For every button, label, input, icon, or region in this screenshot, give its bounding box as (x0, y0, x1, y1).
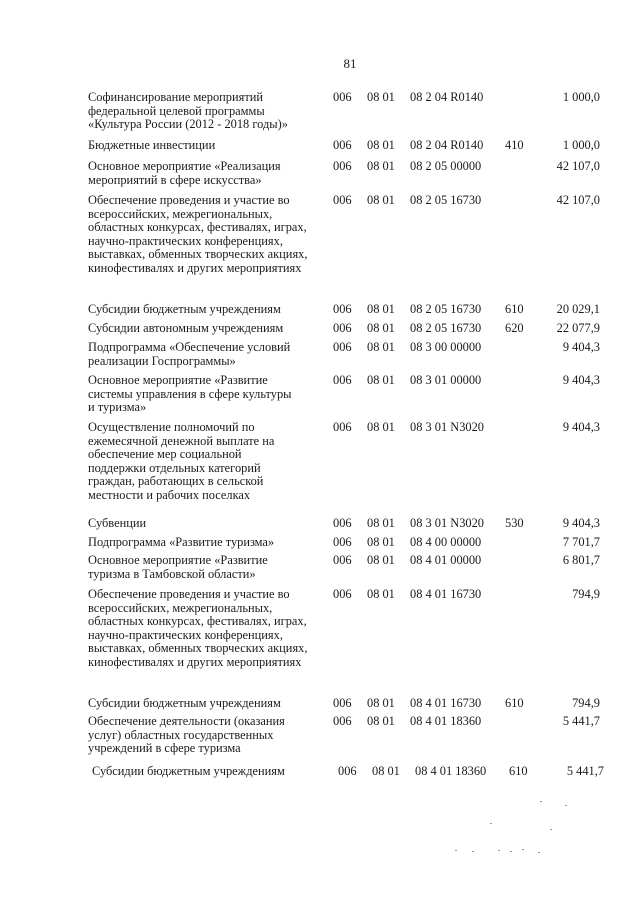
row-name: Бюджетные инвестиции (88, 138, 216, 152)
page-number: 81 (343, 56, 357, 71)
row-name: Субсидии автономным учреждениям (88, 321, 284, 335)
row-csr: 08 2 05 16730 (410, 193, 482, 207)
row-ved: 006 (333, 420, 352, 434)
row-csr: 08 2 05 00000 (410, 159, 482, 173)
row-csr: 08 3 00 00000 (410, 340, 482, 354)
row-name: Субсидии бюджетным учреждениям (88, 302, 281, 316)
row-csr: 08 2 04 R0140 (410, 138, 484, 152)
row-sum: 5 441,7 (566, 764, 604, 778)
row-csr: 08 4 00 00000 (410, 535, 482, 549)
row-name: Обеспечение деятельности (оказания услуг) областных государственных учреждений в сфере туризма (88, 714, 285, 756)
scan-specks (450, 795, 590, 865)
row-rz: 08 01 (367, 138, 395, 152)
row-rz: 08 01 (367, 420, 395, 434)
row-csr: 08 3 01 N3020 (410, 516, 484, 530)
row-csr: 08 3 01 N3020 (410, 420, 484, 434)
row-name: Основное мероприятие «Развитие туризма в Тамбовской области» (88, 553, 268, 581)
row-name: Субсидии бюджетным учреждениям (88, 696, 281, 710)
row-name: Софинансирование мероприятий федеральной целевой программы «Культура России (2012 - 2018 годы)» (88, 90, 288, 132)
row-csr: 08 4 01 18360 (415, 764, 487, 778)
row-rz: 08 01 (372, 764, 400, 778)
row-name: Обеспечение проведения и участие во всероссийских, межрегиональных, областных конкурсах, фестивалях, играх, научно-практических конференциях, выставках, обменных творческих акциях, кинофестивалях и других мероприятиях (88, 587, 308, 669)
row-sum: 1 000,0 (562, 90, 600, 104)
row-rz: 08 01 (367, 696, 395, 710)
row-ved: 006 (333, 302, 352, 316)
row-ved: 006 (333, 193, 352, 207)
row-ved: 006 (333, 553, 352, 567)
row-ved: 006 (333, 696, 352, 710)
row-name: Основное мероприятие «Реализация мероприятий в сфере искусства» (88, 159, 281, 187)
row-csr: 08 2 04 R0140 (410, 90, 484, 104)
row-rz: 08 01 (367, 714, 395, 728)
row-sum: 1 000,0 (562, 138, 600, 152)
row-ved: 006 (333, 714, 352, 728)
row-csr: 08 3 01 00000 (410, 373, 482, 387)
row-vr: 610 (509, 764, 528, 778)
row-vr: 610 (505, 302, 524, 316)
row-rz: 08 01 (367, 340, 395, 354)
row-ved: 006 (333, 90, 352, 104)
row-ved: 006 (333, 373, 352, 387)
row-ved: 006 (333, 516, 352, 530)
row-name: Осуществление полномочий по ежемесячной денежной выплате на обеспечение мер социальной поддержки отдельных категорий граждан, работающих в сельской местности и рабочих поселках (88, 420, 275, 502)
row-name: Субвенции (88, 516, 147, 530)
row-sum: 42 107,0 (556, 159, 600, 173)
row-rz: 08 01 (367, 587, 395, 601)
row-rz: 08 01 (367, 321, 395, 335)
row-csr: 08 2 05 16730 (410, 321, 482, 335)
row-name: Обеспечение проведения и участие во всероссийских, межрегиональных, областных конкурсах, фестивалях, играх, научно-практических конференциях, выставках, обменных творческих акциях, кинофестивалях и других мероприятиях (88, 193, 308, 275)
row-vr: 410 (505, 138, 524, 152)
row-rz: 08 01 (367, 535, 395, 549)
row-rz: 08 01 (367, 90, 395, 104)
row-ved: 006 (338, 764, 357, 778)
row-name: Подпрограмма «Обеспечение условий реализации Госпрограммы» (88, 340, 291, 368)
row-sum: 9 404,3 (562, 373, 600, 387)
row-sum: 42 107,0 (556, 193, 600, 207)
row-sum: 7 701,7 (562, 535, 600, 549)
row-ved: 006 (333, 321, 352, 335)
row-csr: 08 4 01 16730 (410, 696, 482, 710)
row-sum: 794,9 (572, 587, 600, 601)
row-rz: 08 01 (367, 516, 395, 530)
row-csr: 08 2 05 16730 (410, 302, 482, 316)
row-sum: 22 077,9 (556, 321, 600, 335)
row-vr: 610 (505, 696, 524, 710)
row-ved: 006 (333, 159, 352, 173)
row-ved: 006 (333, 340, 352, 354)
row-vr: 530 (505, 516, 524, 530)
row-rz: 08 01 (367, 193, 395, 207)
row-sum: 794,9 (572, 696, 600, 710)
row-name: Субсидии бюджетным учреждениям (92, 764, 285, 778)
row-csr: 08 4 01 16730 (410, 587, 482, 601)
row-sum: 9 404,3 (562, 420, 600, 434)
row-sum: 5 441,7 (562, 714, 600, 728)
row-ved: 006 (333, 587, 352, 601)
row-name: Подпрограмма «Развитие туризма» (88, 535, 275, 549)
row-ved: 006 (333, 535, 352, 549)
row-sum: 6 801,7 (562, 553, 600, 567)
row-rz: 08 01 (367, 553, 395, 567)
row-name: Основное мероприятие «Развитие системы управления в сфере культуры и туризма» (88, 373, 292, 415)
row-csr: 08 4 01 00000 (410, 553, 482, 567)
row-rz: 08 01 (367, 159, 395, 173)
row-ved: 006 (333, 138, 352, 152)
row-sum: 9 404,3 (562, 340, 600, 354)
row-csr: 08 4 01 18360 (410, 714, 482, 728)
row-rz: 08 01 (367, 373, 395, 387)
row-sum: 9 404,3 (562, 516, 600, 530)
row-sum: 20 029,1 (556, 302, 600, 316)
row-vr: 620 (505, 321, 524, 335)
row-rz: 08 01 (367, 302, 395, 316)
